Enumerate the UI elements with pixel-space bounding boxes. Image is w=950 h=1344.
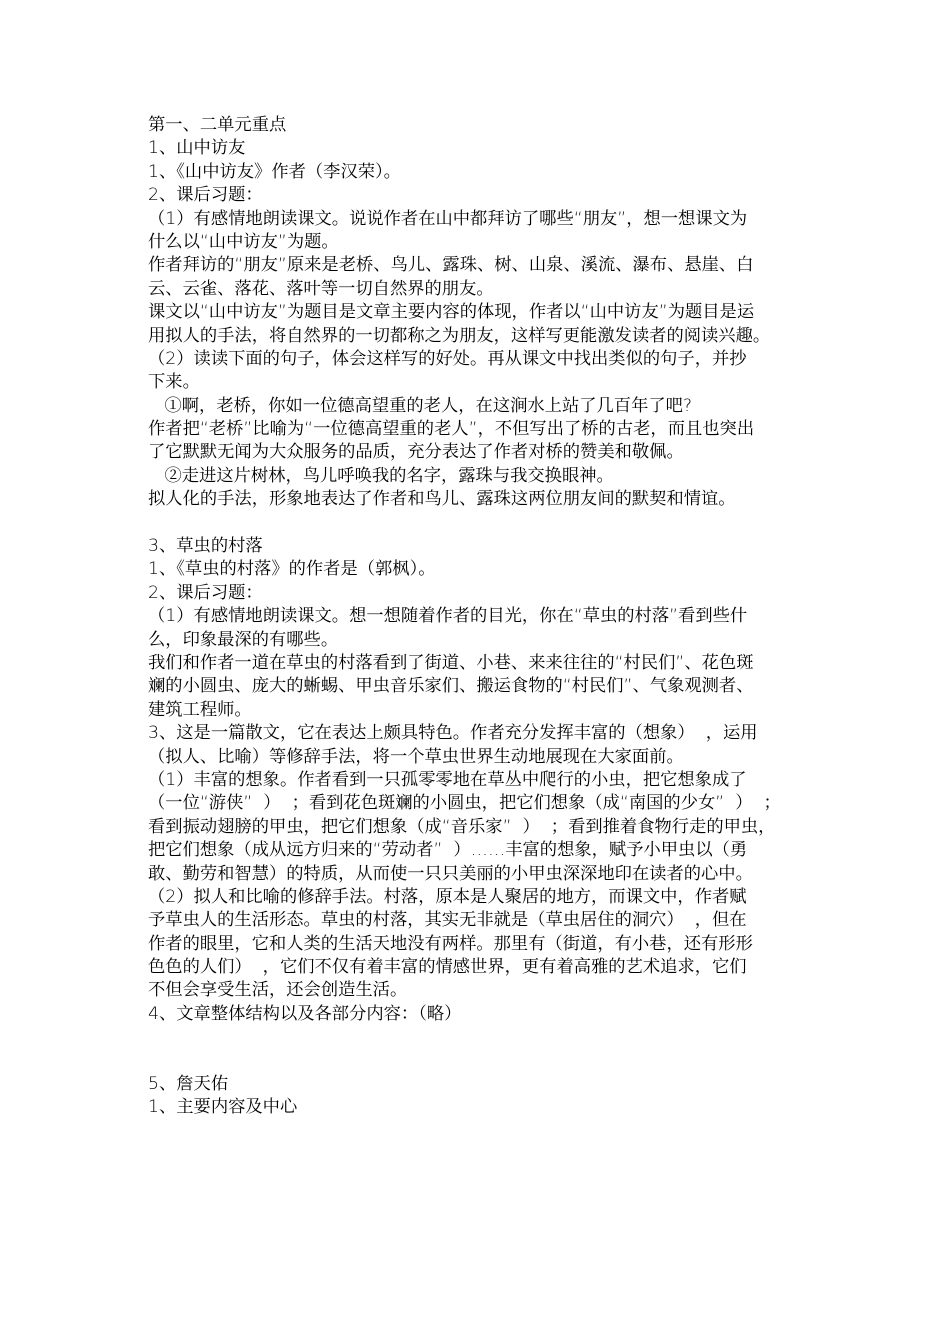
answer-line: 作者拜访的“朋友”原来是老桥、鸟儿、露珠、树、山泉、溪流、瀑布、悬崖、白	[148, 255, 754, 276]
text-line: 敢、勤劳和智慧）的特质，从而使一只只美丽的小甲虫深深地印在读者的心中。	[148, 863, 753, 884]
text-line: （拟人、比喻）等修辞手法，将一个草虫世界生动地展现在大家面前。	[148, 746, 684, 767]
text-line: 作者的眼里，它和人类的生活天地没有两样。那里有（街道，有小巷，还有形形	[148, 933, 753, 954]
spacer	[148, 512, 812, 535]
answer-line: 拟人化的手法，形象地表达了作者和鸟儿、露珠这两位朋友间的默契和情谊。	[148, 489, 736, 510]
text-line: 2、课后习题：	[148, 185, 263, 206]
text-line: 色色的人们） ，它们不仅有着丰富的情感世界，更有着高雅的艺术追求，它们	[148, 957, 747, 978]
answer-line: 用拟人的手法，将自然界的一切都称之为朋友，这样写更能激发读者的阅读兴趣。	[148, 325, 771, 346]
question-line: 下来。	[148, 372, 200, 393]
text-line: 1、《山中访友》作者（李汉荣）。	[148, 161, 401, 182]
text-line: 把它们想象（成从远方归来的“劳动者” ）……丰富的想象，赋予小甲虫以（勇	[148, 840, 748, 861]
text-line: 1、《草虫的村落》的作者是（郭枫）。	[148, 559, 436, 580]
answer-line: 作者把“老桥”比喻为“一位德高望重的老人”，不但写出了桥的古老，而且也突出	[148, 419, 755, 440]
text-line: 不但会享受生活，还会创造生活。	[148, 980, 408, 1001]
answer-line: 我们和作者一道在草虫的村落看到了街道、小巷、来来往往的“村民们”、花色斑	[148, 652, 754, 673]
answer-line: 斓的小圆虫、庞大的蜥蜴、甲虫音乐家们、搬运食物的“村民们”、气象观测者、	[148, 676, 754, 697]
document-page	[148, 114, 812, 1120]
section-heading: 3、草虫的村落	[148, 536, 263, 557]
section-heading: 5、詹天佑	[148, 1074, 229, 1095]
text-line: （一位“游侠” ） ；看到花色斑斓的小圆虫，把它们想象（成“南国的少女” ） ；	[148, 793, 781, 814]
question-line: 么，印象最深的有哪些。	[148, 629, 339, 650]
text-line: 看到振动翅膀的甲虫，把它们想象（成“音乐家” ） ；看到推着食物行走的甲虫，	[148, 816, 776, 837]
doc-title: 第一、二单元重点	[148, 115, 287, 135]
answer-line: 云、云雀、落花、落叶等一切自然界的朋友。	[148, 278, 494, 299]
answer-line: 课文以“山中访友”为题目是文章主要内容的体现，作者以“山中访友”为题目是运	[148, 302, 755, 323]
text-line: 1、主要内容及中心	[148, 1097, 298, 1118]
example-line: ①啊，老桥，你如一位德高望重的老人，在这涧水上站了几百年了吧?	[148, 395, 693, 416]
answer-line: 了它默默无闻为大众服务的品质，充分表达了作者对桥的赞美和敬佩。	[148, 442, 684, 463]
text-line: 2、课后习题：	[148, 582, 263, 603]
spacer	[148, 1026, 812, 1073]
text-line: 予草虫人的生活形态。草虫的村落，其实无非就是（草虫居住的洞穴） ，但在	[148, 910, 747, 931]
text-line: （2）拟人和比喻的修辞手法。村落，原本是人聚居的地方，而课文中，作者赋	[148, 886, 747, 907]
question-line: 什么以“山中访友”为题。	[148, 231, 339, 252]
section-heading: 1、山中访友	[148, 138, 246, 159]
text-line: 4、文章整体结构以及各部分内容：（略）	[148, 1003, 462, 1024]
question-line: （2）读读下面的句子，体会这样写的好处。再从课文中找出类似的句子，并抄	[148, 348, 747, 369]
text-line: 3、这是一篇散文，它在表达上颇具特色。作者充分发挥丰富的（想象） ，运用	[148, 723, 758, 744]
text-line: （1）丰富的想象。作者看到一只孤零零地在草丛中爬行的小虫，把它想象成了	[148, 769, 747, 790]
question-line: （1）有感情地朗读课文。说说作者在山中都拜访了哪些“朋友”，想一想课文为	[148, 208, 748, 229]
answer-line: 建筑工程师。	[148, 699, 252, 720]
example-line: ②走进这片树林，鸟儿呼唤我的名字，露珠与我交换眼神。	[148, 465, 614, 486]
question-line: （1）有感情地朗读课文。想一想随着作者的目光，你在“草虫的村落”看到些什	[148, 606, 748, 627]
